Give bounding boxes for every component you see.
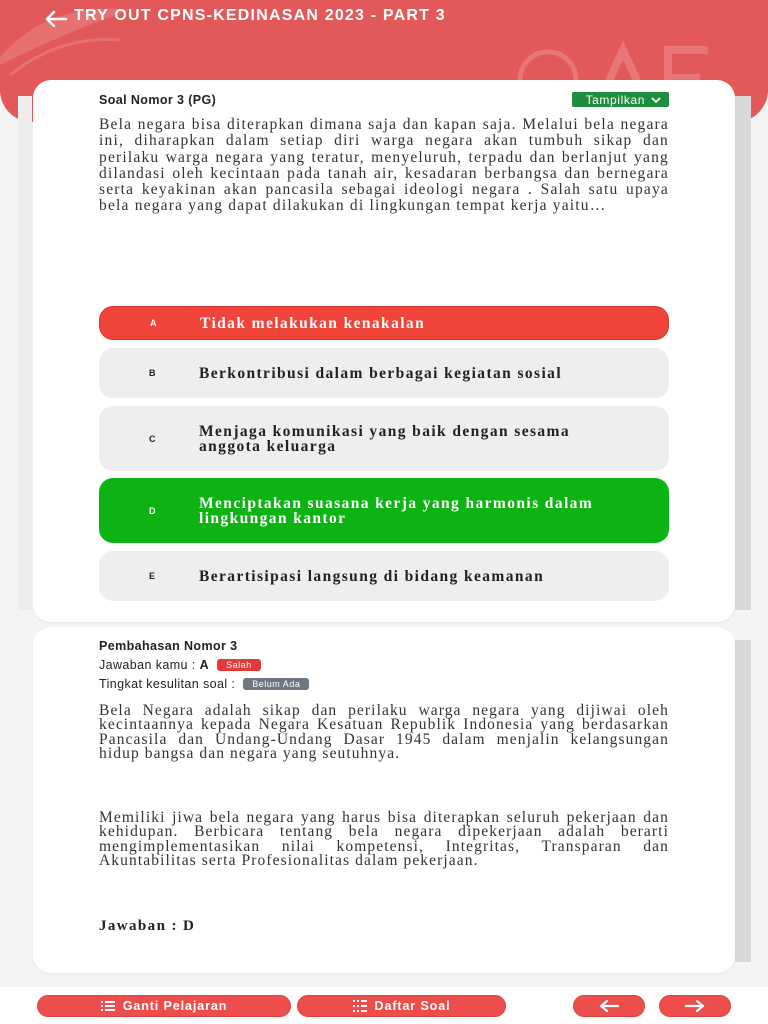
grid-icon: [353, 1000, 367, 1012]
page-title: TRY OUT CPNS-KEDINASAN 2023 - PART 3: [74, 7, 446, 24]
option-b[interactable]: [99, 348, 669, 398]
back-arrow-icon[interactable]: [44, 10, 68, 28]
explanation-card: [33, 627, 735, 973]
explanation-paragraph-1: Bela Negara adalah sikap dan perilaku warga negara yang dijiwai oleh kecintaannya kepada Negara Kesatuan Republik Indonesia yang berdasarkan Pancasila dan Undang-Undang Dasar 1945 dalam menjalin kelangsungan hidup bangsa dan negara yang seutuhnya.: [99, 702, 669, 762]
change-subject-button[interactable]: [37, 995, 291, 1017]
show-button-label: Tampilkan: [585, 92, 645, 107]
arrow-right-icon: [685, 1000, 705, 1012]
option-letter: B: [149, 368, 156, 378]
option-letter: D: [149, 505, 156, 516]
option-text: Menciptakan suasana kerja yang harmonis dalam lingkungan kantor: [199, 494, 594, 527]
explanation-paragraph-2: Memiliki jiwa bela negara yang harus bisa diterapkan seluruh pekerjaan dan kehidupan. Berbicara tentang bela negara dipekerjaan adalah berarti mengimplementasikan nilai kompetensi, Integritas, Transparan dan Akuntabilitas serta Profesionalitas dalam pekerjaan.: [99, 809, 669, 869]
your-answer-line: [99, 658, 261, 672]
answer-key: Jawaban : D: [99, 918, 196, 934]
your-answer-label: Jawaban kamu :: [99, 658, 196, 672]
option-text: Berartisipasi langsung di bidang keamanan: [199, 567, 545, 585]
side-strip: [18, 96, 32, 610]
result-badge: Salah: [217, 659, 261, 671]
side-strip: [735, 96, 751, 610]
side-strip: [735, 640, 751, 962]
option-letter: C: [149, 433, 156, 444]
option-e[interactable]: [99, 551, 669, 601]
question-list-button[interactable]: [297, 995, 506, 1017]
question-card: [33, 80, 735, 622]
explanation-title: Pembahasan Nomor 3: [99, 639, 238, 653]
question-list-label: Daftar Soal: [374, 999, 451, 1013]
option-letter: E: [149, 571, 156, 581]
question-number: Soal Nomor 3 (PG): [99, 92, 217, 107]
bottom-nav: [0, 987, 768, 1024]
your-answer-value: A: [199, 658, 210, 672]
option-a[interactable]: [99, 306, 669, 340]
difficulty-label: Tingkat kesulitan soal :: [99, 677, 236, 691]
option-text: Menjaga komunikasi yang baik dengan sesama anggota keluarga: [199, 422, 571, 455]
option-d[interactable]: [99, 478, 669, 543]
question-header: [99, 92, 669, 107]
previous-button[interactable]: [573, 995, 645, 1017]
option-letter: A: [150, 318, 157, 328]
chevron-down-icon: [651, 96, 661, 104]
difficulty-line: [99, 677, 309, 691]
question-text: Bela negara bisa diterapkan dimana saja dan kapan saja. Melalui bela negara ini, diharapkan dalam setiap diri warga negara akan tumbuh sikap dan perilaku warga negara yang teratur, menyeluruh, terpadu dan berlanjut yang dilandasi oleh kecintaan pada tanah air, kesadaran berbangsa dan bernegara serta keyakinan akan pancasila sebagai ideologi negara . Salah satu upaya bela negara yang dapat dilakukan di lingkungan tempat kerja yaitu…: [99, 116, 669, 215]
option-text: Berkontribusi dalam berbagai kegiatan sosial: [199, 364, 563, 382]
show-button[interactable]: [572, 92, 669, 107]
arrow-left-icon: [599, 1000, 619, 1012]
list-icon: [101, 1000, 115, 1012]
option-c[interactable]: [99, 406, 669, 471]
change-subject-label: Ganti Pelajaran: [122, 999, 228, 1013]
option-text: Tidak melakukan kenakalan: [200, 314, 426, 332]
difficulty-badge: Belum Ada: [243, 678, 309, 690]
next-button[interactable]: [659, 995, 731, 1017]
back-title-row[interactable]: [44, 8, 684, 28]
